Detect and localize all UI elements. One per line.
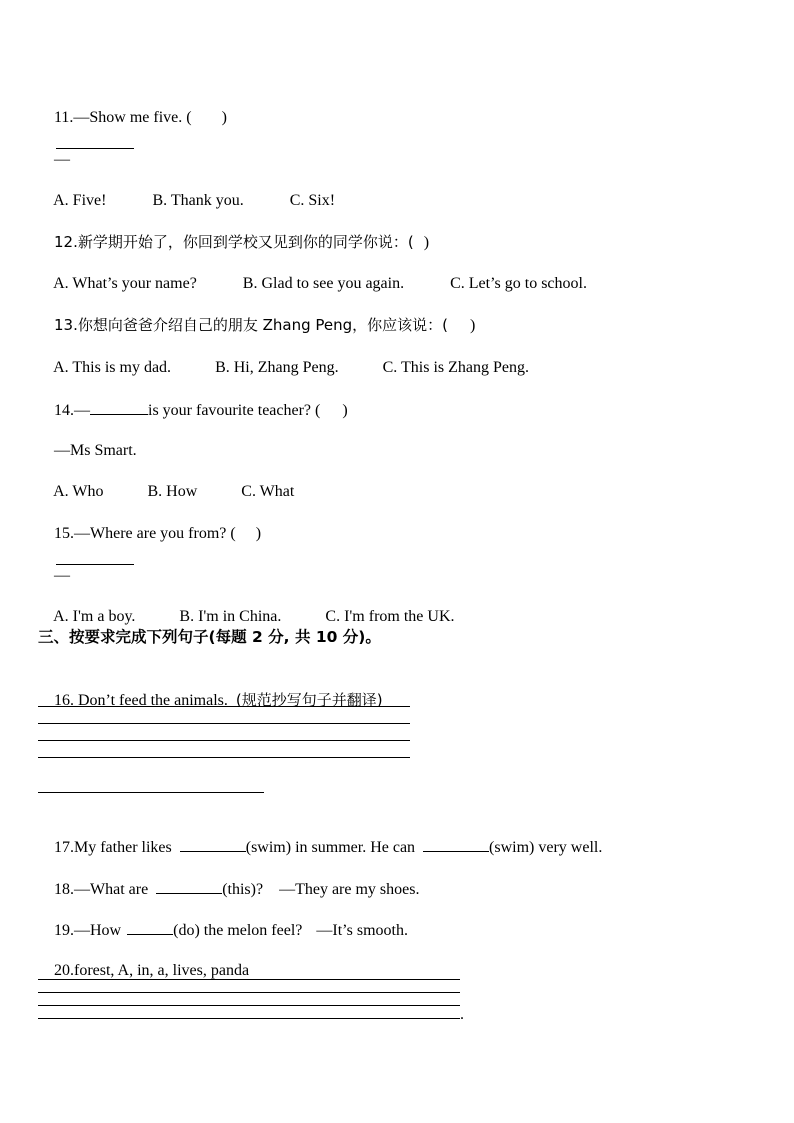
q18-reply: —They are my shoes. (279, 881, 420, 898)
q14-stem-suffix: is your favourite teacher? ( (148, 402, 321, 419)
q16-translation-line[interactable] (38, 792, 264, 793)
q11-reply-dash: — (54, 151, 70, 168)
q13-close: ) (470, 317, 476, 334)
q16-text: 16. Don’t feed the animals. (54, 692, 228, 709)
q16-writing-line-2[interactable] (38, 723, 410, 724)
q18-mid: (this)? (222, 881, 264, 898)
q15-reply-dash: — (54, 567, 70, 584)
q11-option-a[interactable]: A. Five! (53, 192, 107, 209)
q15-answer-blank[interactable] (56, 564, 134, 565)
section3-heading: 三、按要求完成下列句子(每题 2 分, 共 10 分)。 (38, 628, 381, 646)
q14-answer-blank[interactable] (90, 399, 148, 415)
q14-option-a[interactable]: A. Who (53, 483, 104, 500)
q15-stem-text: 15.—Where are you from? ( (54, 525, 236, 542)
q17-mid2: (swim) very well. (489, 839, 603, 856)
q12-option-c[interactable]: C. Let’s go to school. (450, 275, 587, 292)
q11-close: ) (221, 109, 227, 126)
q11-answer-blank[interactable] (56, 148, 134, 149)
q12-option-a[interactable]: A. What’s your name? (53, 275, 197, 292)
q14-close: ) (342, 402, 348, 419)
q12-option-b[interactable]: B. Glad to see you again. (242, 275, 405, 292)
q17-prefix: 17.My father likes (54, 839, 172, 856)
q19-reply: —It’s smooth. (316, 922, 408, 939)
q15-option-a[interactable]: A. I'm a boy. (53, 608, 136, 625)
q15-option-b[interactable]: B. I'm in China. (179, 608, 282, 625)
q12-options (38, 254, 587, 292)
q19-stem (38, 899, 408, 939)
q19-answer-blank[interactable] (127, 919, 173, 935)
q20-end-mark: . (460, 1006, 464, 1023)
q18-stem (38, 858, 420, 898)
q15-close: ) (255, 525, 262, 542)
q17-mid1: (swim) in summer. He can (245, 839, 416, 856)
q16-writing-line-4[interactable] (38, 757, 410, 758)
q13-stem-text: 13.你想向爸爸介绍自己的朋友 Zhang Peng，你应该说：( (54, 316, 449, 334)
q13-option-a[interactable]: A. This is my dad. (53, 359, 172, 376)
q17-answer-blank-2[interactable] (423, 836, 489, 852)
q11-stem (38, 88, 227, 126)
q11-stem-text: 11.—Show me five. ( (54, 109, 192, 126)
q17-stem (38, 816, 603, 856)
q20-writing-line-3[interactable] (38, 1005, 460, 1006)
q20-writing-line-4[interactable] (38, 1018, 460, 1019)
q17-answer-blank-1[interactable] (180, 836, 246, 852)
q16-writing-line-1[interactable] (38, 706, 410, 707)
q19-mid: (do) the melon feel? (173, 922, 303, 939)
q14-option-c[interactable]: C. What (241, 483, 295, 500)
q13-options (38, 338, 529, 376)
q12-close: ) (423, 234, 430, 251)
q14-reply-text: —Ms Smart. (54, 442, 137, 459)
q20-writing-line-1[interactable] (38, 979, 460, 980)
q12-stem-text: 12.新学期开始了，你回到学校又见到你的同学你说：( (54, 233, 414, 251)
q11-option-b[interactable]: B. Thank you. (152, 192, 244, 209)
q15-option-c[interactable]: C. I'm from the UK. (325, 608, 455, 625)
q20-text: 20.forest, A, in, a, lives, panda (54, 962, 250, 979)
q19-prefix: 19.—How (54, 922, 122, 939)
q14-stem (38, 379, 348, 419)
q14-reply (38, 421, 137, 459)
q14-option-b[interactable]: B. How (147, 483, 198, 500)
q18-prefix: 18.—What are (54, 881, 149, 898)
q14-stem-prefix: 14.— (54, 402, 90, 419)
q16-note: (规范抄写句子并翻译) (235, 691, 383, 709)
q20-writing-line-2[interactable] (38, 992, 460, 993)
q16-writing-line-3[interactable] (38, 740, 410, 741)
q11-reply (38, 130, 70, 168)
q16-stem (38, 670, 383, 709)
q13-option-b[interactable]: B. Hi, Zhang Peng. (215, 359, 339, 376)
q15-reply (38, 546, 70, 584)
q12-stem (38, 212, 430, 251)
q15-stem (38, 504, 262, 542)
q13-stem (38, 295, 476, 334)
q11-option-c[interactable]: C. Six! (289, 192, 336, 209)
q14-options (38, 462, 295, 500)
q18-answer-blank[interactable] (156, 878, 222, 894)
q11-options (38, 171, 336, 209)
q13-option-c[interactable]: C. This is Zhang Peng. (382, 359, 529, 376)
q20-stem (38, 941, 250, 979)
q15-options (38, 587, 455, 625)
